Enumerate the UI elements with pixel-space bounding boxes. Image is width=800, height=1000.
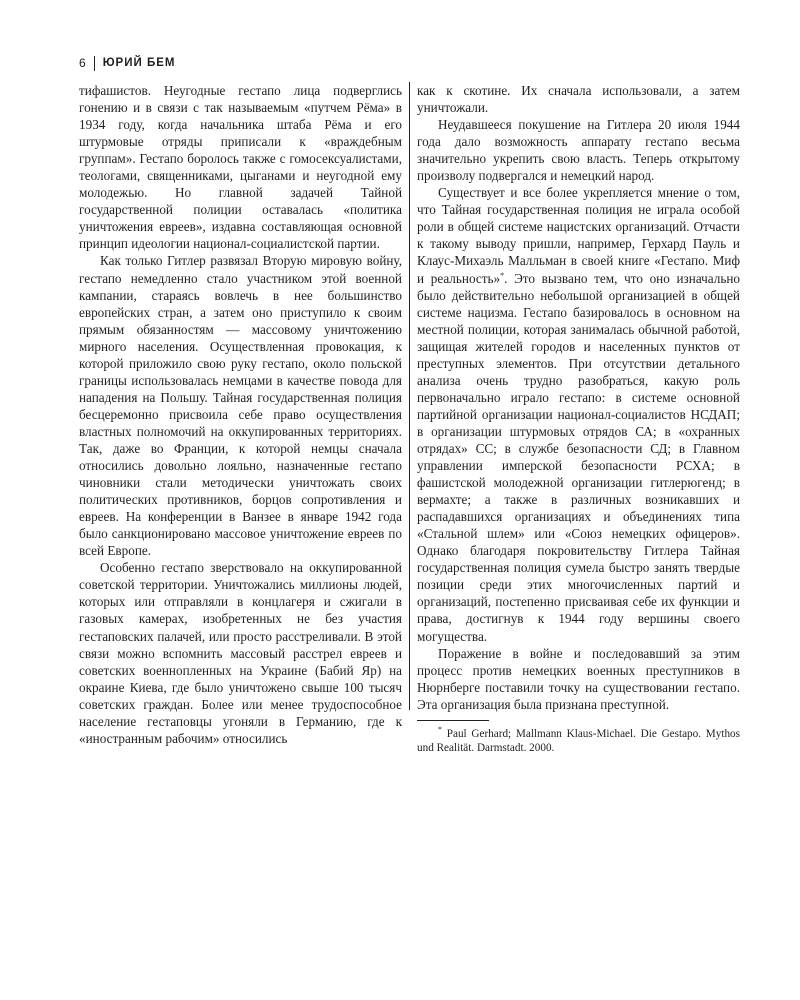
page-number: 6 xyxy=(79,56,86,70)
footnote-separator xyxy=(417,720,489,721)
column-divider xyxy=(409,82,410,710)
paragraph: Особенно гестапо зверствовало на оккупированной советской территории. Уничтожались миллионы людей, которых или отправляли в концлагеря и сжигали в газовых камерах, изобретенных не без участия гестаповских палачей, или просто расстреливали. В этой связи можно вспомнить массовый расстрел евреев и советских военнопленных на Украине (Бабий Яр) на окраине Киева, где было уничтожено свыше 100 тысяч советских граждан. Более или менее трудоспособное население гестаповцы угоняли в Германию, где к «иностранным рабочим» относились xyxy=(79,560,402,746)
footnote-mark: * xyxy=(438,724,442,734)
paragraph-continuation: тифашистов. Неугодные гестапо лица подверглись гонению и в связи с так называемым «путчем Рёма» в 1934 году, когда начальника штаба Рёма и его штурмовые отряды приписали к «враждебным группам». Гестапо боролось также с гомосексуалистами, теологами, священниками, цыганами и неугодной ему молодежью. Но главной задачей Тайной государственной полиции оставалась «политика уничтожения евреев», издавна составляющая основной принцип идеологии национал-социалистской партии. xyxy=(79,83,402,252)
paragraph-text-end: . Это вызвано тем, что оно изначально было действительно небольшой организацией в общей системе нацизма. Гестапо базировалось в основном на местной полиции, которая занималась обычной работой, защищая жителей городов и населенных пунктов от преступных элементов. При отсутствии детального анализа очень трудно разобраться, какую роль первоначально играло гестапо: в системе основной партийной организации национал-социалистов НСДАП; в организации штурмовых отрядов СА; в «охранных отрядах» СС; в службе безопасности СД; в Главном управлении имперской безопасности РСХА; в фашистской молодежной организации гитлерюгенд; в вермахте; а также в различных возникавших и распадавшихся организациях и объединениях типа «Стальной шлем» или «Союз немецких офицеров». Однако благодаря покровительству Гитлера Тайная государственная полиция сумела быстро занять твердые позиции среди этих многочисленных партий и организаций, постепенно присваивая себе их функции и права, достигнув к 1944 году вершины своего могущества. xyxy=(417,270,740,644)
paragraph-text-start: Существует и все более укрепляется мнение о том, что Тайная государственная полиция не играла особой роли в общей системе нацистских организаций. Отчасти к такому выводу пришли, например, Герхард Пауль и Клаус-Михаэль Малльман в своей книге «Гестапо. Миф и реальность» xyxy=(417,185,740,286)
paragraph: Поражение в войне и последовавший за этим процесс против немецких военных преступников в Нюрнберге поставили точку на существовании гестапо. Эта организация была признана преступной. xyxy=(417,645,740,712)
right-column xyxy=(417,82,740,756)
header-divider xyxy=(94,56,95,71)
page-header xyxy=(79,55,175,71)
footnote xyxy=(417,724,740,756)
footnote-text: Paul Gerhard; Mallmann Klaus-Michael. Die Gestapo. Mythos und Realität. Darmstadt. 2000. xyxy=(417,727,740,755)
footnote-reference: * xyxy=(500,270,505,280)
left-column xyxy=(79,82,402,747)
running-head: ЮРИЙ БЕМ xyxy=(102,57,176,69)
paragraph: Как только Гитлер развязал Вторую мировую войну, гестапо немедленно стало участником этой военной кампании, стараясь вовлечь в нее большинство европейских стран, а затем оно приступило к своим прямым обязанностям — массовому уничтожению мирного населения. Осуществленная провокация, к которой приложило свою руку гестапо, около польской границы использовалась немцами в качестве повода для нападения на Польшу. Тайная государственная полиция бесцеремонно присвоила себе право осуществления властных полномочий на оккупированных территориях. Так, даже во Франции, к которой немцы сначала относились довольно лояльно, назначенные гестапо чиновники стали методически уничтожать своих политических противников, борцов сопротивления и евреев. На конференции в Ванзее в январе 1942 года было санкционировано массовое уничтожение евреев по всей Европе. xyxy=(79,253,402,559)
paragraph: Неудавшееся покушение на Гитлера 20 июля 1944 года дало возможность аппарату гестапо весьма значительно укрепить свою власть. Теперь открытому произволу подвергался и немецкий народ. xyxy=(417,117,740,184)
paragraph xyxy=(417,184,740,644)
paragraph-continuation: как к скотине. Их сначала использовали, а затем уничтожали. xyxy=(417,83,740,116)
